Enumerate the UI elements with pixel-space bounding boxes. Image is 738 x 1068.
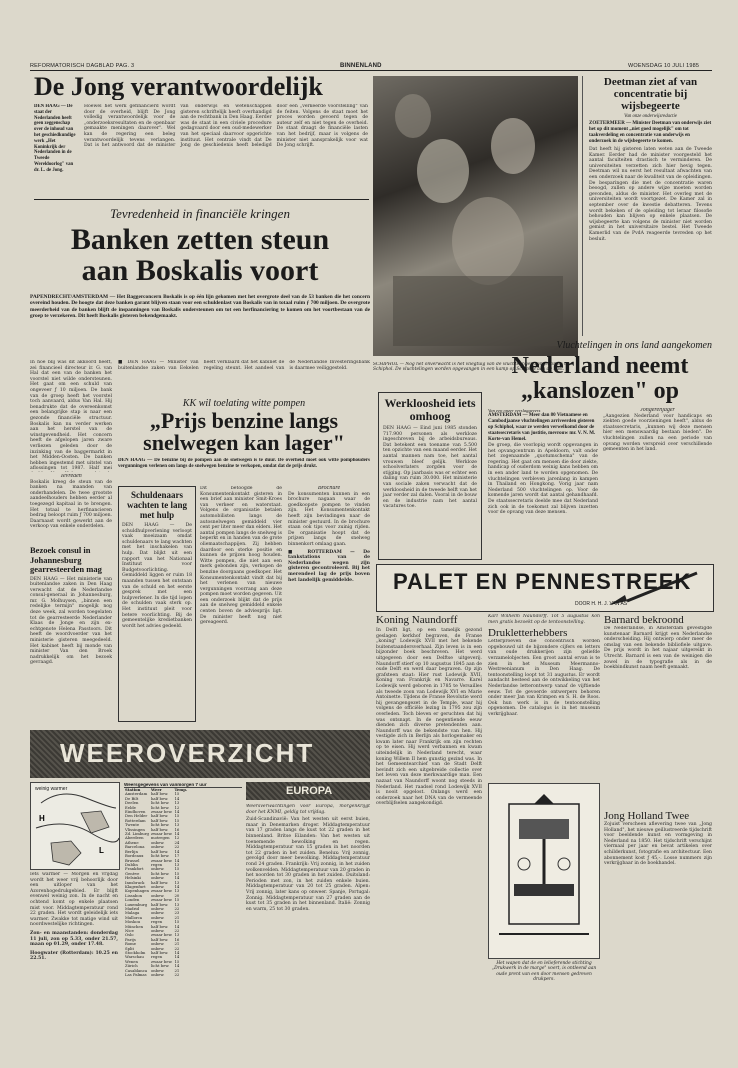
- row-temp: 14: [174, 848, 180, 854]
- barnard-body: De Nederlandse, in Amsterdam gevestigde kunstenaar Barnard krijgt een Nederlandse onderscheiding. Hij ontwierp onder meer de omslag van een bekende bibliofiele uitgave. De prijs wordt in het najaar uitgereikt in Utrecht. Barnard is een van de weinigen die zowel in de typografie als in de boekbindkunst naam heeft gemaakt.: [604, 626, 712, 671]
- benzine-body-col2: [288, 486, 370, 722]
- row-station: Las Palmas: [125, 972, 147, 978]
- row-weer: regen: [150, 954, 163, 960]
- row-station: Zd. Limburg: [125, 831, 149, 837]
- europa-intro: Weersverwachtingen voor Europa, morgenkrijgt door het KNMI, geldig tot vrijdag.: [246, 804, 370, 815]
- row-weer: zwaar bew.: [150, 932, 173, 938]
- weer-banner: [30, 730, 370, 778]
- row-weer: half bew.: [150, 848, 169, 854]
- row-temp: 16: [174, 826, 180, 832]
- boskalis-subhead: Tevreden: [60, 474, 82, 479]
- benzine-body: Dit betoogde de Konsumentenkontakt gisteren in een brief aan minister Smit-Kroes van verkeer en waterstaat. Volgens de organisatie betalen automobilisten langs de autosnelwegen gemiddeld vier cent per liter meer dan elders. Het aantal pompen langs de snelweg is beperkt en in handen van de grote oliemaatschappijen. Zij hebben daardoor een sterke positie en kunnen de prijzen hoog houden. Witte pompen, die niet aan een merk gebonden zijn, verkopen de benzine doorgaans goedkoper. Het Konsumentenkontakt vindt dat bij het verlenen van nieuwe vergunningen voorrang aan deze pompen moet worden gegeven. Uit een onderzoek blijkt dat de prijs aan de snelweg gemiddeld enkele centen boven de adviesprijs ligt. De minister heeft nog niet gereageerd.: [200, 486, 282, 626]
- benzine-body-col: [200, 486, 282, 722]
- row-station: De Bilt: [125, 795, 139, 801]
- row-temp: 15: [174, 919, 180, 925]
- row-station: Bordeaux: [125, 853, 144, 859]
- dejong-lead-column: [34, 104, 79, 196]
- benzine-subhead: Brochure: [317, 486, 341, 491]
- row-weer: half bew.: [150, 791, 169, 797]
- row-weer: onbew.: [150, 928, 165, 933]
- refugee-photo: [373, 76, 578, 356]
- col-temp: Temp.: [174, 787, 188, 792]
- boskalis-sub-sell: ■ DEN HAAG — Minister van buitenlandse zaken van Eekelen heeft verklaard dat het kabinet de regeling steunt. Het aandeel van de Nederlandse Investeringsbank is daarmee veiliggesteld.: [118, 360, 370, 371]
- masthead-section: BINNENLAND: [340, 63, 382, 69]
- row-station: Casablanca: [125, 967, 148, 973]
- illustration-caption: Het wapen dat de en lelieferende stichting „Drukwerk in de marge" voert, is ontleend aan oude prent van een door mensen gedreven drukpers.: [491, 961, 597, 982]
- row-temp: 14: [174, 809, 180, 815]
- row-station: Kopenhagen: [125, 888, 149, 894]
- row-temp: 13: [174, 800, 180, 806]
- palet-banner: [376, 564, 714, 612]
- weather-map: [30, 782, 120, 870]
- weather-table-body: [124, 792, 188, 977]
- palet-article2-body: Letterproeven die concentrisch worden opgebouwd uit de bijzondere cijfers en letters van oude drukkerijen zijn geliefde verzamelobjecten. Een groot aantal ervan is te zien in het Museum Meermanno-Westreenianum in Den Haag. De tentoonstelling loopt tot 31 augustus. Er wordt aandacht besteed aan de ontwikkeling van het Nederlandse letterontwerp vanaf de vijftiende eeuw. Tot de gevoerde ontwerpers behoren onder meer Jan van Krimpen en S. H. de Roos. Ook hun werk is in de tentoonstelling opgenomen. De catalogus is in het museum verkrijgbaar.: [488, 639, 600, 717]
- werkloosheid-headline: Werkloosheid iets omhoog: [384, 396, 476, 423]
- row-station: Eelde: [125, 804, 136, 810]
- row-weer: licht bew.: [150, 822, 170, 828]
- row-weer: onbew.: [150, 844, 165, 850]
- masthead-left: REFORMATORISCH DAGBLAD PAG. 3: [30, 63, 135, 69]
- row-weer: half bew.: [150, 936, 169, 942]
- row-station: Barcelona: [125, 844, 145, 850]
- weer-banner-title: WEEROVERZICHT: [60, 738, 315, 768]
- deetman-kicker: Van onze onderwijsredactie: [624, 114, 677, 119]
- benzine-sub-rotterdam: ■ ROTTERDAM — De tankstations van de Nederlandse wegen zijn gisteren gecontroleerd. Bij het merendeel lag de prijs boven het landelijk gemiddelde.: [288, 549, 370, 583]
- vluchtelingen-lead: AMSTERDAM — Meer dan 80 Vietnamese en Cambodjaanse vluchtelingen arriveerden gisteren op Schiphol, waar ze werden verwelkomd door de staatssecretaris van justitie, mevrouw mr. V. N. M. Korte-van Hemel.: [488, 413, 596, 442]
- deetman-headline: Deetman ziet af van concentratie bij wijsbegeerte: [603, 76, 698, 112]
- masthead-date: WOENSDAG 10 JULI 1985: [628, 63, 700, 69]
- row-temp: 23: [174, 910, 180, 916]
- row-station: Helsinki: [125, 875, 141, 881]
- row-temp: 13: [174, 822, 180, 828]
- row-temp: 13: [174, 879, 180, 885]
- photo-caption: SCHIPHOL — Nog net onverwacht is het vliegtuig van de vluchtelingen aangekomen op Schiphol. De vluchtelingen worden opgevangen in een kamp op Schiphol aan de kust.: [373, 362, 570, 373]
- photo-figures: [373, 76, 578, 356]
- row-weer: zwaar bew.: [150, 809, 173, 815]
- benzine-headline: [118, 410, 370, 454]
- row-station: Oslo: [125, 932, 134, 938]
- row-station: Dublin: [125, 861, 138, 867]
- schuldenaars-box: [118, 486, 196, 722]
- palet-title: PALET EN PENNESTREEK: [393, 569, 692, 594]
- row-temp: 15: [174, 870, 180, 876]
- weer-text-block: [30, 872, 118, 1032]
- row-temp: 15: [174, 958, 180, 964]
- row-station: Den Helder: [125, 813, 148, 819]
- row-weer: half bew.: [150, 826, 169, 832]
- benzine-body2: De konsumenten kunnen in een brochure nagaan waar de goedkoopste pompen te vinden zijn. Het Konsumentenkontakt heeft zijn bevindingen naar de minister gestuurd. In de brochure staan ook tips voor zuinig rijden. De organisatie hoopt dat de prijzen langs de snelweg binnenkort omlaag gaan.: [288, 491, 370, 547]
- row-weer: licht bew.: [150, 804, 170, 810]
- row-station: Londen: [125, 897, 140, 903]
- row-temp: 14: [174, 795, 180, 801]
- deetman-article: [582, 76, 712, 336]
- row-station: Warschau: [125, 954, 144, 960]
- palet-intro-note: Karl Wilhelm Naundorff. Tot 5 augustus kon men gratis bezoekt op de tentoonstelling.: [488, 614, 600, 625]
- row-temp: 13: [174, 901, 180, 907]
- row-temp: 22: [174, 905, 180, 911]
- boskalis-body-cols: [118, 360, 370, 394]
- vluchtelingen-headline-1: Nederland neemt: [511, 354, 689, 379]
- vluchtelingen-body: De groep, die voorlopig wordt opgevangen in het opvangcentrum in Apeldoorn, valt onder het zogenaamde „quotumschema" van de regering. Het gaat om mensen die door ziekte, handicap of ouderdom weinig kans hebben om in een ander land te worden opgenomen. De vluchtelingen verbleven jarenlang in kampen in Thailand en Hongkong. Vorig jaar nam Nederland 500 vluchtelingen op. Voor de komende jaren wordt dat aantal gehandhaafd. De staatssecretaris deelde mee dat Nederland zich ook in de toekomst zal blijven inzetten voor de opvang van deze mensen.: [488, 443, 598, 516]
- row-station: Wenen: [125, 958, 138, 964]
- boskalis-lead: PAPENDRECHT/AMSTERDAM — Het Baggerconcern Boskalis is op één lijn gekomen met het overgrote deel van de 53 banken die het concern overeind houden. De hoogte dat deze banken garant blijven staan voor een schuldenlast van Boskalis van in totaal ruim ƒ 700 miljoen. De overgrote meerderheid van de banken blijft de inspanningen van Boskalis ondersteunen om tot een herfinanciering te komen om het voortbestaan van de groep te verzekeren. Dit heeft Boskalis gisteren bekendgemaakt.: [30, 294, 370, 319]
- row-weer: licht bew.: [150, 853, 170, 859]
- schuldenaars-body: DEN HAAG — De schuldhulpverlening verloopt vaak moeizaam omdat schuldenaars te lang wachten met het inschakelen van hulp. Dat blijkt uit een rapport van het Nationaal Instituut voor Budgetvoorlichting. Gemiddeld liggen er ruim 18 maanden tussen het ontstaan van de schuld en het eerste gesprek met een hulpverlener. In die tijd lopen de schulden vaak sterk op. Het instituut pleit voor betere voorlichting. Bij de gemeentelijke kredietbanken wordt het advies gedeeld.: [122, 523, 192, 629]
- row-weer: onbew.: [150, 883, 165, 889]
- masthead-rule: [30, 70, 712, 71]
- row-weer: zwaar bew.: [150, 888, 173, 894]
- johannesburg-article: [30, 546, 112, 724]
- row-weer: zwaar bew.: [150, 958, 173, 964]
- row-weer: onbew.: [150, 914, 165, 920]
- vluchtelingen-headline-2: „kanslozen" op: [520, 378, 680, 404]
- barnard-title: Barnard bekroond: [604, 614, 684, 626]
- row-station: Athene: [125, 839, 139, 845]
- row-station: Berlijn: [125, 848, 138, 854]
- row-station: Vlissingen: [125, 826, 145, 832]
- row-temp: 24: [174, 839, 180, 845]
- europa-forecast: [246, 804, 370, 1032]
- row-temp: 22: [174, 928, 180, 933]
- svg-text:H: H: [39, 814, 45, 823]
- row-weer: regen: [150, 861, 163, 867]
- row-temp: 21: [174, 914, 180, 920]
- schuldenaars-headline: Schuldenaars wachten te lang met hulp: [127, 490, 187, 520]
- row-temp: 22: [174, 972, 180, 978]
- svg-text:L: L: [99, 846, 104, 855]
- weather-table: [124, 788, 188, 977]
- row-temp: 14: [174, 831, 180, 837]
- jong-title: Jong Holland Twee: [604, 810, 690, 822]
- row-temp: 12: [174, 804, 180, 810]
- werkloosheid-box: [378, 392, 482, 560]
- weather-table-title: Weersgegevens van vanmorgen 7 uur: [124, 782, 242, 788]
- row-station: Eindhoven: [125, 809, 146, 815]
- row-temp: 22: [174, 844, 180, 850]
- vluchtelingen-col2: [603, 408, 712, 558]
- press-illustration: [488, 783, 600, 959]
- benzine-headline-1: „Prijs benzine langs: [149, 410, 339, 433]
- row-weer: onbew.: [150, 866, 165, 872]
- row-temp: 15: [174, 791, 180, 797]
- row-weer: zwaar bew.: [150, 897, 173, 903]
- row-temp: 14: [174, 875, 180, 881]
- row-station: Genève: [125, 870, 140, 876]
- row-station: Frankfort: [125, 866, 144, 872]
- row-weer: onbew.: [150, 910, 165, 916]
- row-temp: 17: [174, 853, 180, 859]
- row-temp: 16: [174, 936, 180, 942]
- palet-article1-title: Koning Naundorff: [376, 614, 458, 626]
- vluchtelingen-byline: Van een onzer verslaggevers: [488, 408, 541, 413]
- dejong-rule: [34, 199, 369, 200]
- palet-article2-title: Drukletterhebbers: [488, 627, 568, 640]
- europa-body: Zuid-Scandinavië: Van het westen uit eerst buien, maar in Denemarken droger. Middagtemperatuur van 17 graden langs de kust tot 22 graden in het binnenland. Britse Eilanden: Van het westen uit toenemende bewolking en regen. Middagtemperatuur van 15 graden in het noorden tot 22 graden in het zuiden. Benelux: Vrij zonnig, gevolgd door meer bewolking. Middagtemperatuur rond 24 graden. Frankrijk: Vrij zonnig, in het zuiden wolkenvelden. Middagtemperatuur van 20 graden in het noorden tot 30 graden in het zuiden. Duitsland: Perioden met zon, in het zuiden enkele buien. Middagtemperatuur van 20 tot 25 graden. Alpen: Vrij zonnig, later kans op onweer. Spanje, Portugal: Zonnig. Middagtemperatuur van 27 graden aan de kust tot 35 graden in het binnenland. Italië: Zonnig en warm, 25 tot 30 graden.: [246, 817, 370, 912]
- row-station: Deelen: [125, 800, 139, 806]
- palet-article1-body: In Delft ligt, op een tamelijk gezond geslagen kerkhof begraven, de Franse „koning" Lodewijk XVII met het bekende buitenstaandersverhaal. Zijn leven is in een bijzonder boek beschreven. Het werd uitgegeven door een Delftse uitgeverij. Naundorff stierf op 10 augustus 1845 aan de oude Delft en werd daar begraven. Op zijn grafsteen staat: Hier rust Lodewijk XVII, Koning van Frankrijk en Navarre. Karel Lodewijk werd geboren in 1785 te Versailles als tweede zoon van Lodewijk XVI en Marie Antoinette. Tijdens de Franse Revolutie werd hij gevangengezet in de Temple, waar hij volgens de officiële lezing in 1795 zou zijn overleden. Toch bleven er geruchten dat hij was ontsnapt. In de negentiende eeuw dienden zich diverse pretendenten aan. Naundorff was de bekendste van hen. Hij vestigde zich in Berlijn als horlogemaker en kwam later naar Frankrijk om zijn rechten op te eisen. Hij werd verbannen en kwam uiteindelijk in Nederland terecht, waar koning Willem II hem gunstig gezind was. In het Gemeentearchief van de Stadt Delft bevindt zich een uitgebreide collectie over het leven van deze merkwaardige man. Een nazaat van Naundorff woont nog steeds in Nederland. Het raadsel rond Lodewijk XVII is nooit opgelost. Onlangs werd een onderzoek naar het DNA van de vermeende overblijfselen aangekondigd.: [376, 628, 482, 807]
- row-weer: motregen: [150, 835, 170, 841]
- row-temp: 22: [174, 945, 180, 951]
- boskalis-headline: [30, 224, 370, 286]
- row-weer: half bew.: [150, 901, 169, 907]
- row-station: Amsterdam: [125, 791, 148, 797]
- boskalis-headline-1: Banken zetten steun: [70, 224, 330, 256]
- vluchtelingen-subhead: Jongerenjager: [640, 408, 675, 413]
- row-weer: zwaar bew.: [150, 831, 173, 837]
- europa-title: EUROPA: [286, 785, 333, 797]
- vluchtelingen-kicker: Vluchtelingen in ons land aangekomen: [556, 340, 712, 351]
- row-temp: 12: [174, 835, 180, 841]
- boskalis-headline-2: aan Boskalis voort: [81, 254, 319, 286]
- row-station: Stockholm: [125, 950, 146, 956]
- row-weer: half bew.: [150, 817, 169, 823]
- row-weer: licht bew.: [150, 800, 170, 806]
- boskalis-body2: Boskalis kreeg de steun van de banken na maanden van onderhandelen. De twee grootste aandeelhouders hebben eerder al toegezegd kapitaal in te brengen. Het totaal te herfinancieren bedrag beloopt ruim ƒ 700 miljoen. Daarnaast wordt gewerkt aan de verkoop van enkele onderdelen.: [30, 479, 112, 530]
- row-temp: 14: [174, 954, 180, 960]
- weer-hoogwater: Hoogwater (Rotterdam): 10.25 en 22.51.: [30, 950, 118, 962]
- weer-text: Iets warmer — Morgen en vrijdag wordt het weer vrij behoorlijk door een uitloper van het Azorenhogedrukgebied. Er blijft evenwel weinig zon. In de nacht en ochtend komt op enkele plaatsen mist voor. Middagtemperatuur rond 22 graden. Het wordt geleidelijk iets warmer. Zwakke tot matige wind uit noordwestelijke richtingen.: [30, 872, 118, 928]
- row-weer: onbew.: [150, 892, 165, 898]
- row-temp: 21: [174, 941, 180, 947]
- printing-press-icon: [489, 784, 599, 958]
- row-weer: licht bew.: [150, 963, 170, 969]
- row-weer: half bew.: [150, 950, 169, 956]
- werkloosheid-body: DEN HAAG — Eind juni 1985 stonden 717.900 personen als werkloze ingeschreven bij de arbeidsbureaus. Dat betekent een toename van 5.500 ten opzichte van een maand eerder. Het aantal mannen nam toe, het aantal vrouwen bleef gelijk. Werkloze schoolverlaters zorgden voor de stijging. Op jaarbasis was er echter een daling van ruim 30.000. Het ministerie van sociale zaken verwacht dat de werkloosheid in de tweede helft van het jaar verder zal dalen. Vooral in de bouw en de industrie nam het aantal vacatures toe.: [383, 426, 477, 510]
- row-weer: zwaar bew.: [150, 857, 173, 863]
- row-station: Madrid: [125, 905, 140, 911]
- row-station: Twente: [125, 822, 140, 828]
- row-weer: half bew.: [150, 795, 169, 801]
- dejong-body-text: Hoewel het werk gefinancierd wordt door de overheid, blijft De Jong volledig verantwoordelijk voor de „onderzoeksresultaten en de openbaar gemaakte meningen daarover". Wel kan de regering een beleg verantwoordelijk tevens verlangen. Dat is het antwoord dat de minister van onderwijs en wetenschappen gisteren schriftelijk heeft overhandigd aan de rechtbank in Den Haag. Eerder was de staat in een civiele procedure gedagvaard door een oud-medewerker van het speciaal daarvoor opgerichte instituut. Het centrale vindt dat De Jong de geschiedenis heeft beledigd door een „verkeerde voorstelling" van de feiten. Volgens de staat moet het proces worden gevoerd tegen de auteur zelf en niet tegen de overheid. De staat draagt de financiële lasten van het bedrijf, maar is volgens de minister niet aansprakelijk voor wat De Jong schrijft.: [84, 104, 368, 149]
- row-station: Split: [125, 945, 134, 951]
- row-station: Luxemburg: [125, 901, 148, 907]
- row-weer: onbew.: [150, 905, 165, 911]
- row-weer: half bew.: [150, 923, 169, 929]
- row-temp: 13: [174, 861, 180, 867]
- boskalis-kicker: Tevredenheid in financiële kringen: [110, 206, 290, 221]
- benzine-kicker: KK wil toelating witte pompen: [182, 398, 306, 409]
- palet-col3: [604, 614, 712, 1034]
- row-weer: half bew.: [150, 879, 169, 885]
- deetman-body: Dat heeft hij gisteren laten weten aan de Tweede Kamer. Eerder had de minister voorgesteld het aantal faculteiten drastisch te verminderen. De universiteiten verzetten zich hier hevig tegen. Deetman wil nu eerst het resultaat afwachten van een onderzoek naar de kwaliteit van de opleidingen. De besparingen die met de concentratie waren beoogd, zullen op andere wijze moeten worden gevonden, aldus de minister. Het overleg met de universiteiten wordt voortgezet. De Kamer zal in september over de kwestie debatteren. Tevens wordt bekeken of de opleiding tot leraar filosofie behouden kan blijven op enkele plaatsen. De wijsbegeerte kan volgens de minister niet worden gemist in het universitaire bestel. Het Tweede Kamerlid van de PvdA reageerde tevreden op het besluit.: [589, 147, 712, 242]
- weather-table-row: [124, 973, 188, 977]
- row-station: München: [125, 923, 144, 929]
- row-temp: 13: [174, 888, 180, 894]
- row-weer: onbew.: [150, 839, 165, 845]
- row-weer: onbew.: [150, 972, 165, 978]
- row-station: Nice: [125, 928, 134, 933]
- row-temp: 14: [174, 857, 180, 863]
- boskalis-body: In hoe blij was dit akkoord heeft, zei financieel directeur ir. G. van Hal dat een van de banken het voorstel niet wilde ondersteunen. Het gaat om een schuld van ongeveer ƒ 10 miljoen. De bank van de groep heeft het voorstel toch aanvaard, aldus Van Hal. Hij benadrukte dat de overeenkomst een belangrijke stap is naar een gezonde financiële structuur. Boskalis kan nu verder werken aan het herstel van de winstgevendheid. Het concern heeft de afgelopen jaren zware verliezen geleden door de inzinking van de baggermarkt in het Midden-Oosten. De banken hebben ingestemd met uitstel van aflossingen tot 1987. Half mei: [30, 360, 112, 472]
- benzine-headline-2: snelwegen kan lager": [143, 430, 345, 454]
- weer-zon-maan: Zon- en maanstanden: donderdag 11 juli, zon op 5.33, onder 21.57, maan op 01.29, onder 17.48.: [30, 930, 118, 948]
- boskalis-body-col1b: [30, 474, 112, 544]
- row-station: Mallorca: [125, 914, 143, 920]
- row-weer: licht bew.: [150, 870, 170, 876]
- deetman-lead: ZOETERMEER — Minister Deetman van onderwijs ziet het op dit moment „niet goed mogelijk" om tot taakverdeling en concentratie van onderwijs en onderzoek in de wijsbegeerte te komen.: [589, 121, 712, 144]
- row-temp: 15: [174, 813, 180, 819]
- vluchtelingen-headline: [488, 354, 712, 404]
- palet-col1: [376, 614, 482, 1034]
- row-temp: 14: [174, 950, 180, 956]
- dejong-body: [84, 104, 368, 196]
- johannesburg-body: DEN HAAG — Het ministerie van buitenlandse zaken in Den Haag verwacht dat de Nederlandse consul-generaal in Johannesburg, mr. G. Molhuysen, „binnen een redelijke termijn" mogelijk nog deze week, zal worden toegelaten tot de gearresteerde Nederlander Klaas de Jonge en zijn ex-echtgenote Helena Passtoors. Dit heeft de woordvoerder van het ministerie gisteren meegedeeld. Het kabinet heeft bij monde van minister Van den Broek nadrukkelijk om het bezoek gevraagd.: [30, 576, 112, 666]
- row-temp: 14: [174, 883, 180, 889]
- palet-byline: DOOR H. H. J. VAN AS: [575, 601, 628, 607]
- row-weer: onbew.: [150, 945, 165, 951]
- row-station: Lissabon: [125, 892, 143, 898]
- row-station: Rome: [125, 941, 136, 947]
- row-temp: 14: [174, 963, 180, 969]
- row-temp: 20: [174, 892, 180, 898]
- row-station: Moskou: [125, 919, 141, 925]
- row-weer: half bew.: [150, 813, 169, 819]
- row-temp: 15: [174, 817, 180, 823]
- row-station: Brussel: [125, 857, 140, 863]
- row-temp: 15: [174, 866, 180, 872]
- row-station: Rotterdam: [125, 817, 146, 823]
- boskalis-body-col1: [30, 360, 112, 472]
- row-station: Parijs: [125, 936, 136, 942]
- row-temp: 13: [174, 932, 180, 938]
- row-station: Zürich: [125, 963, 138, 969]
- row-weer: onbew.: [150, 875, 165, 881]
- row-station: Innsbruck: [125, 879, 145, 885]
- row-weer: regen: [150, 919, 163, 925]
- col-station: Station: [125, 787, 141, 792]
- jong-body: Zojuist verscheen aflevering twee van „Jong Holland", het nieuwe geillustreerde tijdschrift voor beeldende kunst en vormgeving in Nederland na 1850. Het tijdschrift verschijnt viermaal per jaar en bevat artikelen over schilderkunst, fotografie en architectuur. Een abonnement kost ƒ 45,-. Losse nummers zijn verkrijgbaar in de boekhandel.: [604, 822, 712, 867]
- weather-map-label: weinig warmer: [35, 786, 68, 792]
- benzine-lead: DEN HAAG — De benzine bij de pompen aan de snelwegen is te duur. De overheid moet ook witte pomphouders vergunningen verlenen om langs de snelwegen benzine te verkopen, omdat dat de prijs drukt.: [118, 458, 370, 469]
- vluchtelingen-col1: [488, 408, 598, 558]
- weather-table-block: [124, 782, 242, 1032]
- europa-banner: [246, 782, 370, 800]
- johannesburg-headline: Bezoek consul in Johannesburg gearresteerden mag: [30, 546, 102, 574]
- row-temp: 15: [174, 897, 180, 903]
- row-weer: onbew.: [150, 967, 165, 973]
- dejong-headline: De Jong verantwoordelijk: [34, 74, 323, 100]
- dejong-lead: DEN HAAG — De staat der Nederlanden heeft geen zeggenschap over de inhoud van het geschiedkundige werk „Het Koninkrijk der Nederlanden in de Tweede Wereldoorlog" van dr. L. de Jong.: [34, 104, 76, 173]
- row-temp: 21: [174, 967, 180, 973]
- vluchtelingen-body2: „Aangezien Nederland voor handicaps en ziekten goede voorzieningen heeft", aldus de staatssecretaris, „kunnen wij deze mensen hier een menswaardig bestaan bieden". De vluchtelingen zullen na een periode van opvang worden verspreid over verschillende gemeenten in het land.: [603, 413, 712, 453]
- row-weer: onbew.: [150, 941, 165, 947]
- col-weer: Weer: [150, 787, 162, 792]
- row-station: Aberdeen: [125, 835, 144, 841]
- palet-col2: [488, 614, 600, 1034]
- row-temp: 14: [174, 923, 180, 929]
- weather-map-icon: [31, 783, 119, 869]
- row-station: Malaga: [125, 910, 140, 916]
- row-station: Klagenfurt: [125, 883, 146, 889]
